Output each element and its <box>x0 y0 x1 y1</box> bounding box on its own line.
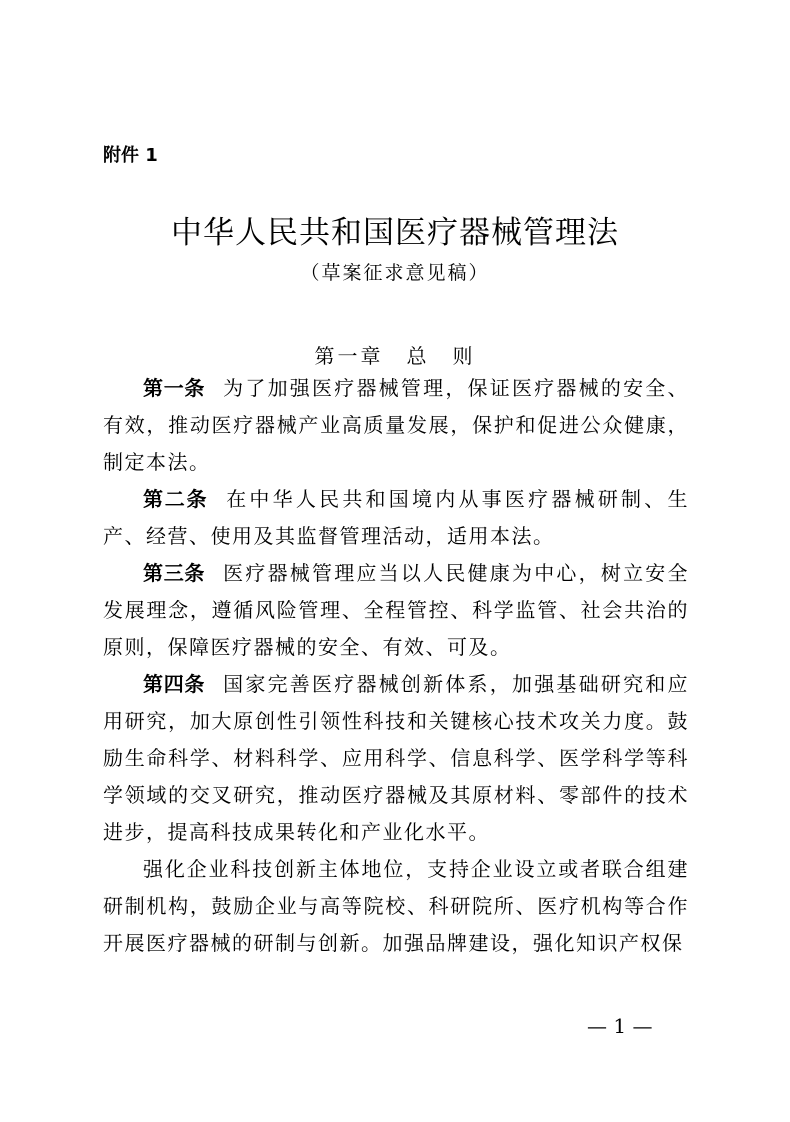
article-number: 第三条 <box>143 561 206 585</box>
article-number: 第二条 <box>143 487 209 511</box>
article-number: 第四条 <box>143 672 206 696</box>
article-paragraph <box>103 666 689 851</box>
document-title: 中华人民共和国医疗器械管理法 <box>171 215 619 251</box>
article-paragraph <box>103 555 689 666</box>
article-number: 第一条 <box>143 376 206 400</box>
document-body <box>103 370 689 962</box>
article-text: 为了加强医疗器械管理，保证医疗器械的安全、有效，推动医疗器械产业高质量发展，保护和促进公众健康，制定本法。 <box>103 376 690 474</box>
attachment-label: 附件 1 <box>103 145 158 166</box>
article-paragraph <box>103 370 689 481</box>
document-subtitle: （草案征求意见稿） <box>300 262 490 284</box>
article-text: 医疗器械管理应当以人民健康为中心，树立安全发展理念，遵循风险管理、全程管控、科学监管、社会共治的原则，保障医疗器械的安全、有效、可及。 <box>103 561 690 659</box>
continuation-paragraph: 强化企业科技创新主体地位，支持企业设立或者联合组建研制机构，鼓励企业与高等院校、科研院所、医疗机构等合作开展医疗器械的研制与创新。加强品牌建设，强化知识产权保 <box>103 857 689 955</box>
page-number: — 1 — <box>587 1014 653 1038</box>
article-text: 国家完善医疗器械创新体系，加强基础研究和应用研究，加大原创性引领性科技和关键核心技术攻关力度。鼓励生命科学、材料科学、应用科学、信息科学、医学科学等科学领域的交叉研究，推动医疗器械及其原材料、零部件的技术进步，提高科技成果转化和产业化水平。 <box>103 672 690 844</box>
chapter-heading: 第一章 总 则 <box>314 344 476 368</box>
article-text: 在中华人民共和国境内从事医疗器械研制、生产、经营、使用及其监督管理活动，适用本法。 <box>103 487 690 548</box>
article-paragraph <box>103 481 689 555</box>
